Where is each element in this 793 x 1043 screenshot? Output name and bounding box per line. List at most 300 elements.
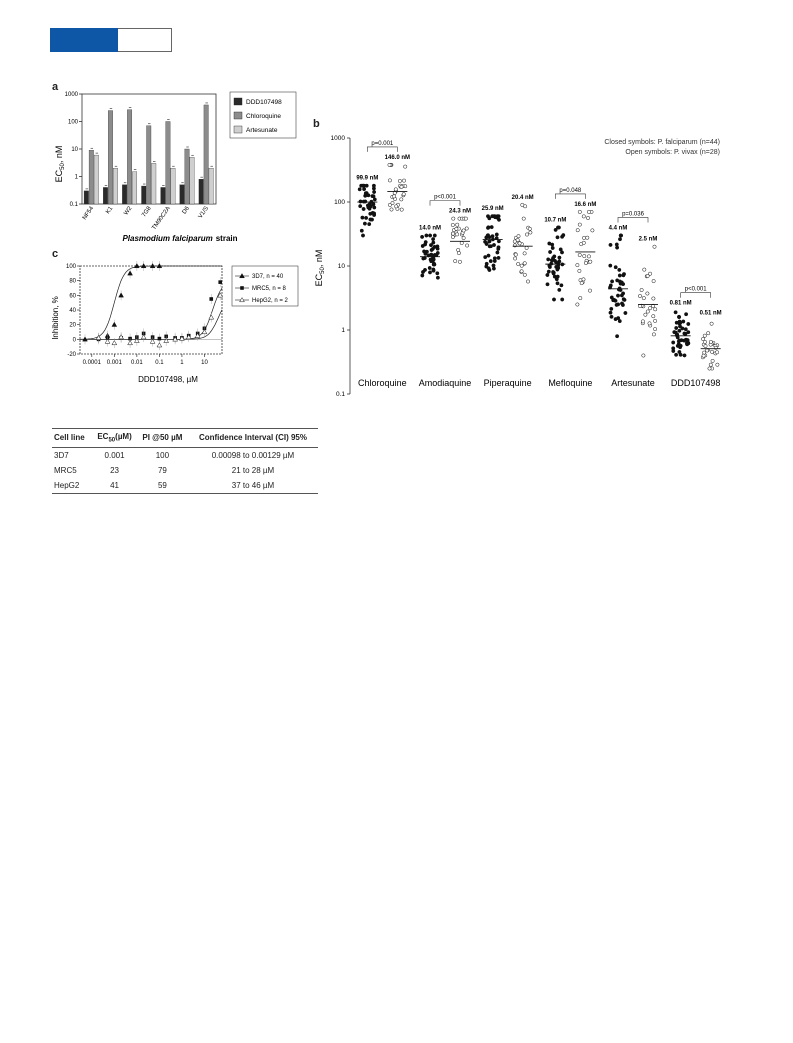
drug-name-label: Artesunate [611, 378, 655, 388]
pf-data-point [362, 207, 365, 210]
pv-data-point [578, 223, 581, 226]
pf-data-point [683, 354, 686, 357]
median-label: 25.9 nM [481, 206, 504, 213]
panel-a-xtick-label: W2 [123, 205, 134, 217]
panel-a-legend-swatch [234, 112, 242, 119]
panel-a-bar [190, 157, 195, 204]
panel-a-ylabel: $EC_{50}$, nM [54, 145, 66, 183]
panel-a-chart [50, 84, 300, 246]
p-value-label: p=0.036 [622, 211, 644, 218]
panel-a-ytick-label: 10 [71, 147, 78, 153]
panel-a-letter: a [52, 81, 59, 93]
pf-data-point [672, 349, 675, 352]
panel-a-bar [89, 150, 94, 204]
pf-data-point [679, 353, 682, 356]
pf-data-point [622, 298, 625, 301]
panel-c-legend-marker [240, 286, 244, 290]
pf-data-point [613, 298, 616, 301]
panel-a-bar [103, 187, 108, 204]
pv-data-point [576, 263, 579, 266]
pv-data-point [456, 223, 459, 226]
pf-data-point [678, 320, 681, 323]
panel-a-bar [161, 187, 166, 204]
pf-data-point [428, 234, 431, 237]
pf-data-point [560, 251, 563, 254]
drug-name-label: DDD107498 [670, 378, 721, 388]
pf-data-point [616, 294, 619, 297]
pf-data-point [420, 235, 423, 238]
median-label: 14.0 nM [418, 225, 442, 232]
p-value-bracket [681, 293, 711, 298]
panel-a-bar [147, 126, 152, 204]
pv-data-point [455, 233, 458, 236]
pf-data-point [678, 329, 681, 332]
median-label: 0.51 nM [699, 310, 722, 317]
panel-a-bar [152, 163, 157, 204]
panel-c-marker-open-triangle [112, 341, 117, 345]
table-cell-line: MRC5 [54, 465, 77, 475]
pv-data-point [520, 270, 523, 273]
pv-data-point [391, 201, 394, 204]
panel-c-ytick-label: 80 [69, 278, 76, 285]
drug-name-label: Chloroquine [358, 378, 407, 388]
p-value-label: p=0.001 [371, 140, 394, 147]
pv-data-point [703, 334, 706, 337]
table-cell-pi: 79 [157, 465, 167, 475]
pf-data-point [497, 247, 500, 250]
pf-data-point [558, 256, 561, 259]
pv-data-point [579, 296, 582, 299]
panel-a-bar [122, 185, 127, 204]
pv-data-point [708, 367, 711, 370]
panel-c-frame [80, 266, 222, 354]
pf-data-point [687, 322, 690, 325]
pf-data-point [429, 243, 432, 246]
pf-data-point [684, 332, 687, 335]
pv-data-point [638, 294, 641, 297]
pv-data-point [388, 179, 391, 182]
pf-data-point [421, 274, 424, 277]
panel-a-xtick-label: D6 [181, 205, 191, 216]
pv-data-point [643, 268, 646, 271]
pf-data-point [546, 283, 549, 286]
panel-a-ytick-label: 1 [74, 174, 78, 181]
table-cell-line: 3D7 [54, 450, 69, 460]
panel-b-ytick-label: 100 [334, 199, 345, 206]
pv-data-point [701, 337, 704, 340]
pf-data-point [547, 258, 550, 261]
median-label: 146.0 nM [384, 154, 411, 161]
pf-data-point [360, 229, 363, 232]
pf-data-point [368, 222, 371, 225]
median-label: 16.6 nM [574, 201, 597, 208]
p-value-bracket [367, 147, 397, 152]
pf-data-point [367, 194, 370, 197]
pf-data-point [560, 235, 563, 238]
pv-data-point [653, 327, 656, 330]
panel-c-marker-open-triangle [105, 339, 110, 343]
pv-data-point [576, 229, 579, 232]
pv-data-point [390, 208, 393, 211]
panel-c-fit-curve [80, 288, 222, 339]
panel-b-points [357, 163, 720, 370]
pf-data-point [361, 234, 364, 237]
pv-data-point [652, 297, 655, 300]
panel-a-bar [113, 168, 118, 204]
pf-data-point [496, 251, 499, 254]
pf-data-point [490, 225, 493, 228]
panel-c-legend-label: 3D7, n = 40 [252, 274, 284, 280]
pf-data-point [619, 234, 622, 237]
pf-data-point [492, 267, 495, 270]
pv-data-point [704, 344, 707, 347]
panel-b-chart [316, 128, 730, 400]
panel-c-xtick-label: 0.001 [106, 360, 122, 366]
panel-c-marker-triangle [112, 322, 117, 326]
pv-data-point [702, 354, 705, 357]
pf-data-point [560, 284, 563, 287]
p-value-bracket [618, 217, 648, 222]
pf-data-point [551, 246, 554, 249]
panel-a-bar [180, 185, 185, 204]
panel-c-marker-open-triangle [202, 330, 207, 334]
pf-data-point [609, 243, 612, 246]
pf-data-point [550, 262, 553, 265]
pf-data-point [561, 298, 564, 301]
pf-data-point [359, 200, 362, 203]
pv-data-point [582, 241, 585, 244]
pf-data-point [488, 240, 491, 243]
pf-data-point [487, 254, 490, 257]
table-header-cell-line: Cell line [52, 429, 92, 448]
pf-data-point [678, 346, 681, 349]
pf-data-point [618, 268, 621, 271]
median-label: 24.3 nM [448, 208, 472, 215]
pv-data-point [465, 227, 468, 230]
pv-data-point [582, 236, 585, 239]
table-cell-ci: 37 to 46 µM [188, 478, 318, 494]
pf-data-point [497, 256, 500, 259]
pv-data-point [398, 179, 401, 182]
panel-c-marker-square [209, 297, 213, 301]
pf-data-point [618, 238, 621, 241]
p-value-label: p=0.048 [559, 187, 582, 194]
pf-data-point [423, 268, 426, 271]
panel-a-bar [185, 149, 190, 204]
pv-data-point [652, 333, 655, 336]
panel-a-bars [84, 103, 213, 204]
panel-a-bar [142, 186, 147, 204]
pv-data-point [653, 319, 656, 322]
pv-data-point [517, 235, 520, 238]
table-cell-ci: 21 to 28 µM [231, 465, 275, 475]
pv-data-point [646, 274, 649, 277]
pv-data-point [520, 264, 523, 267]
p-value-label: p<0.001 [684, 286, 707, 293]
pv-data-point [586, 216, 589, 219]
pv-data-point [458, 260, 461, 263]
pf-data-point [683, 339, 686, 342]
pv-data-point [580, 281, 583, 284]
pv-data-point [711, 359, 714, 362]
panel-a-xtick-label: NF54 [81, 205, 96, 222]
panel-c-ylabel: Inhibition, % [51, 296, 60, 340]
panel-a-bar [108, 111, 113, 204]
panel-a-legend-label: Artesunate [246, 127, 278, 134]
panel-c-ytick-label: 20 [69, 322, 76, 329]
pf-data-point [492, 243, 495, 246]
p-value-bracket [430, 201, 460, 206]
pv-data-point [646, 310, 649, 313]
pf-data-point [361, 216, 364, 219]
pf-data-point [550, 259, 553, 262]
panel-a-bar [132, 172, 137, 204]
pf-data-point [556, 275, 559, 278]
pf-data-point [432, 262, 435, 265]
pv-data-point [452, 217, 455, 220]
pf-data-point [609, 311, 612, 314]
pf-data-point [372, 190, 375, 193]
panel-c-chart [50, 258, 300, 420]
pv-data-point [518, 242, 521, 245]
pf-data-point [495, 233, 498, 236]
panel-a-legend-swatch [234, 126, 242, 133]
panel-c-curves [80, 266, 222, 339]
pf-data-point [609, 284, 612, 287]
pf-data-point [681, 327, 684, 330]
pf-data-point [556, 236, 559, 239]
panel-c-xtick-label: 0.0001 [82, 360, 101, 366]
pv-data-point [525, 246, 528, 249]
pf-data-point [372, 195, 375, 198]
pf-data-point [489, 259, 492, 262]
panel-a-ytick-label: 100 [67, 119, 78, 126]
panel-c-ytick-label: 0 [72, 337, 76, 344]
median-label: 0.81 nM [669, 300, 692, 307]
pv-data-point [526, 280, 529, 283]
pv-data-point [642, 354, 645, 357]
panel-c-marker-open-triangle [141, 335, 146, 339]
pv-data-point [587, 255, 590, 258]
p-value-bracket [555, 194, 585, 199]
pv-data-point [707, 332, 710, 335]
pf-data-point [558, 288, 561, 291]
pv-data-point [465, 244, 468, 247]
pf-data-point [685, 343, 688, 346]
median-label: 99.9 nM [356, 175, 379, 182]
pf-data-point [614, 317, 617, 320]
pv-data-point [517, 262, 520, 265]
pf-data-point [421, 244, 424, 247]
pv-data-point [400, 198, 403, 201]
panel-c-xlabel: DDD107498, µM [138, 375, 198, 384]
pv-data-point [642, 296, 645, 299]
pf-data-point [610, 315, 613, 318]
panel-a-yticks [65, 92, 82, 208]
panel-a-bar [166, 122, 171, 205]
panel-c-points [83, 261, 223, 350]
pv-data-point [578, 253, 581, 256]
pv-data-point [652, 315, 655, 318]
table-row [52, 478, 318, 494]
panel-a-ytick-label: 0.1 [69, 202, 78, 208]
pv-data-point [576, 303, 579, 306]
pv-data-point [528, 227, 531, 230]
journal-header-fill [50, 28, 118, 52]
pf-data-point [672, 341, 675, 344]
pf-data-point [485, 265, 488, 268]
pf-data-point [360, 184, 363, 187]
panel-b-axes [331, 135, 350, 398]
pf-data-point [369, 212, 372, 215]
pv-data-point [523, 252, 526, 255]
pv-data-point [522, 217, 525, 220]
drug-name-label: Piperaquine [483, 378, 532, 388]
pf-data-point [547, 270, 550, 273]
pv-data-point [392, 195, 395, 198]
table-cell-ec50: 23 [110, 465, 120, 475]
panel-b-ytick-label: 10 [337, 263, 345, 270]
pv-data-point [525, 233, 528, 236]
table-cell-pi: 100 [155, 450, 170, 460]
pv-data-point [514, 253, 517, 256]
panel-a-bar [204, 105, 209, 204]
panel-c-ytick-label: -20 [67, 352, 76, 358]
pf-data-point [359, 204, 362, 207]
pv-data-point [582, 278, 585, 281]
panel-c-xtick-label: 0.1 [155, 360, 164, 366]
pv-data-point [582, 215, 585, 218]
median-label: 20.4 nM [511, 194, 534, 201]
median-label: 2.5 nM [638, 236, 658, 243]
pv-data-point [654, 308, 657, 311]
pf-data-point [493, 259, 496, 262]
pv-data-point [388, 163, 391, 166]
panel-c-marker-open-triangle [128, 341, 133, 345]
pf-data-point [364, 216, 367, 219]
pf-data-point [431, 237, 434, 240]
panel-c-legend-label: HepG2, n = 2 [252, 298, 288, 304]
pf-data-point [682, 320, 685, 323]
pv-data-point [455, 227, 458, 230]
panel-c-marker-triangle [119, 293, 124, 297]
pv-data-point [402, 179, 405, 182]
panel-a-legend-label: Chloroquine [246, 113, 282, 120]
pv-data-point [709, 340, 712, 343]
pf-data-point [556, 282, 559, 285]
table-header-ci: Confidence Interval (CI) 95% [188, 429, 318, 448]
pv-data-point [588, 289, 591, 292]
panel-c-fit-curve [80, 266, 222, 339]
pf-data-point [433, 245, 436, 248]
pv-data-point [716, 363, 719, 366]
pf-data-point [615, 335, 618, 338]
pv-data-point [529, 231, 532, 234]
panel-b-note-closed: Closed symbols: P. falciparum (n=44) [604, 139, 720, 146]
pv-data-point [710, 350, 713, 353]
pv-data-point [400, 208, 403, 211]
pv-data-point [653, 245, 656, 248]
pv-data-point [709, 363, 712, 366]
drug-name-label: Amodiaquine [418, 378, 472, 388]
pf-data-point [358, 188, 361, 191]
pf-data-point [609, 264, 612, 267]
pv-data-point [404, 165, 407, 168]
pf-data-point [493, 215, 496, 218]
pv-data-point [587, 210, 590, 213]
pf-data-point [486, 234, 489, 237]
pv-data-point [523, 273, 526, 276]
pv-data-point [583, 254, 586, 257]
pv-data-point [584, 261, 587, 264]
pv-data-point [451, 223, 454, 226]
panel-c-letter: c [52, 248, 59, 260]
pv-data-point [451, 235, 454, 238]
pv-data-point [462, 229, 465, 232]
pv-data-point [457, 248, 460, 251]
pv-data-point [646, 292, 649, 295]
pv-data-point [460, 241, 463, 244]
table-row [52, 447, 318, 463]
pv-data-point [648, 322, 651, 325]
panel-a-legend-swatch [234, 98, 242, 105]
table-header-ec50: $EC_{50}(\mu M)$ [92, 429, 137, 448]
median-label: 10.7 nM [544, 217, 567, 224]
pf-data-point [615, 243, 618, 246]
pv-data-point [578, 210, 581, 213]
p-value-label: p<0.001 [434, 194, 456, 201]
pv-data-point [400, 185, 403, 188]
panel-a-bar [199, 179, 204, 204]
pf-data-point [424, 252, 427, 255]
table-cell-ec50: 41 [92, 478, 137, 494]
panel-a-xtick-label: TM90C2A [151, 205, 172, 232]
pf-data-point [552, 298, 555, 301]
panel-a-bar [84, 191, 89, 204]
pv-data-point [402, 193, 405, 196]
pf-data-point [497, 215, 500, 218]
pf-data-point [430, 253, 433, 256]
pf-data-point [428, 271, 431, 274]
pv-data-point [523, 262, 526, 265]
panel-a-legend-label: DDD107498 [246, 99, 282, 106]
panel-a-xtick-label: K1 [105, 205, 115, 216]
pv-data-point [513, 257, 516, 260]
pv-data-point [457, 251, 460, 254]
table-cell-pi: 59 [137, 478, 188, 494]
pv-data-point [395, 205, 398, 208]
pv-data-point [640, 288, 643, 291]
pf-data-point [484, 255, 487, 258]
pf-data-point [488, 217, 491, 220]
pf-data-point [620, 302, 623, 305]
pv-data-point [652, 279, 655, 282]
pf-data-point [486, 226, 489, 229]
pf-data-point [373, 198, 376, 201]
pv-data-point [464, 217, 467, 220]
panel-b-note-open: Open symbols: P. vivax (n=28) [625, 149, 720, 156]
panel-c-xtick-label: 1 [180, 360, 184, 366]
panel-c-xtick-label: 10 [201, 360, 208, 366]
panel-c-ytick-label: 40 [69, 308, 76, 314]
pf-data-point [675, 326, 678, 329]
pf-data-point [684, 328, 687, 331]
table-cell-ec50: 0.001 [104, 450, 125, 460]
table-cell-ci: 0.00098 to 0.00129 µM [211, 450, 295, 460]
panel-a-bar [209, 168, 214, 204]
pf-data-point [618, 274, 621, 277]
panel-a-xlabel: Plasmodium falciparum strain [122, 234, 238, 243]
